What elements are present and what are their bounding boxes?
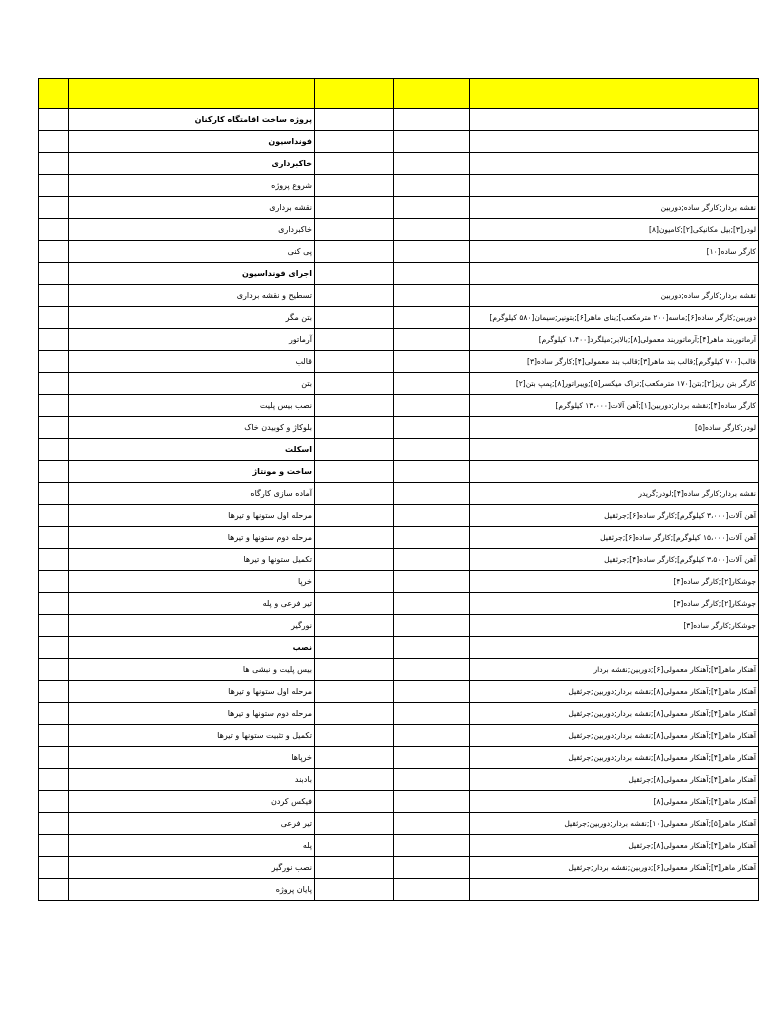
task-name-cell[interactable]: نصب بیس پلیت (69, 395, 315, 417)
table-row (39, 461, 759, 483)
duration-cell[interactable] (315, 131, 394, 153)
id-cell[interactable] (39, 769, 69, 791)
table-row (39, 417, 759, 439)
task-name-cell[interactable]: مرحله دوم ستونها و تیرها (69, 527, 315, 549)
task-name-cell[interactable]: فونداسیون (69, 131, 315, 153)
start-cell[interactable] (394, 835, 470, 857)
duration-cell[interactable] (315, 615, 394, 637)
id-cell[interactable] (39, 725, 69, 747)
resource-names-cell[interactable]: لودر;کارگر ساده[۵] (470, 417, 759, 439)
task-name-cell[interactable]: بلوکاژ و کوبیدن خاک (69, 417, 315, 439)
table-row (39, 175, 759, 197)
resource-names-cell[interactable] (470, 879, 759, 901)
resource-names-cell[interactable]: آهنکار ماهر[۴];آهنکار معمولی[۸];نقشه بردار;دوربین;جرثقیل (470, 703, 759, 725)
start-cell[interactable] (394, 373, 470, 395)
table-row (39, 395, 759, 417)
task-name-cell[interactable]: بتن (69, 373, 315, 395)
id-cell[interactable] (39, 417, 69, 439)
id-cell[interactable] (39, 395, 69, 417)
start-cell[interactable] (394, 681, 470, 703)
resource-names-cell[interactable]: کارگر ساده[۴];نقشه بردار;دوربین[۱];آهن آلات[۱۳،۰۰۰ کیلوگرم] (470, 395, 759, 417)
table-row (39, 725, 759, 747)
resource-names-cell[interactable] (470, 439, 759, 461)
id-cell[interactable] (39, 285, 69, 307)
duration-cell[interactable] (315, 747, 394, 769)
task-name-cell[interactable]: تکمیل ستونها و تیرها (69, 549, 315, 571)
id-cell[interactable] (39, 219, 69, 241)
header-cell-duration[interactable] (315, 79, 394, 109)
duration-cell[interactable] (315, 857, 394, 879)
start-cell[interactable] (394, 505, 470, 527)
task-name-cell[interactable]: خاکبرداری (69, 219, 315, 241)
resource-names-cell[interactable]: جوشکار[۲];کارگر ساده[۳] (470, 593, 759, 615)
duration-cell[interactable] (315, 395, 394, 417)
header-cell-id[interactable] (39, 79, 69, 109)
duration-cell[interactable] (315, 549, 394, 571)
table-row (39, 197, 759, 219)
id-cell[interactable] (39, 351, 69, 373)
duration-cell[interactable] (315, 307, 394, 329)
start-cell[interactable] (394, 527, 470, 549)
duration-cell[interactable] (315, 373, 394, 395)
resource-names-cell[interactable]: آهنکار ماهر[۴];آهنکار معمولی[۸] (470, 791, 759, 813)
task-name-cell[interactable]: نصب نورگیر (69, 857, 315, 879)
resource-names-cell[interactable] (470, 637, 759, 659)
table-row (39, 109, 759, 131)
start-cell[interactable] (394, 175, 470, 197)
id-cell[interactable] (39, 703, 69, 725)
table-row (39, 703, 759, 725)
id-cell[interactable] (39, 263, 69, 285)
duration-cell[interactable] (315, 329, 394, 351)
duration-cell[interactable] (315, 153, 394, 175)
duration-cell[interactable] (315, 197, 394, 219)
table-row (39, 879, 759, 901)
duration-cell[interactable] (315, 879, 394, 901)
resource-names-cell[interactable] (470, 109, 759, 131)
resource-names-cell[interactable]: آهنکار ماهر[۳];آهنکار معمولی[۶];دوربین;نقشه بردار (470, 659, 759, 681)
table-row (39, 439, 759, 461)
id-cell[interactable] (39, 461, 69, 483)
task-name-cell[interactable]: شروع پروژه (69, 175, 315, 197)
start-cell[interactable] (394, 615, 470, 637)
table-row (39, 615, 759, 637)
task-name-cell[interactable]: فیکس کردن (69, 791, 315, 813)
resource-names-cell[interactable]: آهنکار ماهر[۵];آهنکار معمولی[۱۰];نقشه بردار;دوربین;جرثقیل (470, 813, 759, 835)
start-cell[interactable] (394, 549, 470, 571)
id-cell[interactable] (39, 175, 69, 197)
schedule-table (38, 78, 759, 901)
id-cell[interactable] (39, 615, 69, 637)
resource-names-cell[interactable]: قالب[۷۰۰ کیلوگرم];قالب بند ماهر[۳];قالب بند معمولی[۴];کارگر ساده[۳] (470, 351, 759, 373)
resource-names-cell[interactable]: لودر[۳];بیل مکانیکی[۲];کامیون[۸] (470, 219, 759, 241)
resource-names-cell[interactable] (470, 263, 759, 285)
duration-cell[interactable] (315, 791, 394, 813)
id-cell[interactable] (39, 241, 69, 263)
task-name-cell[interactable]: تیر فرعی و پله (69, 593, 315, 615)
start-cell[interactable] (394, 131, 470, 153)
table-row (39, 637, 759, 659)
resource-names-cell[interactable]: نقشه بردار;کارگر ساده[۴];لودر;گریدر (470, 483, 759, 505)
table-row (39, 857, 759, 879)
task-name-cell[interactable]: اجرای فونداسیون (69, 263, 315, 285)
resource-names-cell[interactable]: آهن آلات[۱۵،۰۰۰ کیلوگرم];کارگر ساده[۶];جرثقیل (470, 527, 759, 549)
id-cell[interactable] (39, 857, 69, 879)
duration-cell[interactable] (315, 483, 394, 505)
id-cell[interactable] (39, 659, 69, 681)
start-cell[interactable] (394, 813, 470, 835)
id-cell[interactable] (39, 109, 69, 131)
start-cell[interactable] (394, 879, 470, 901)
resource-names-cell[interactable]: نقشه بردار;کارگر ساده;دوربین (470, 285, 759, 307)
task-name-cell[interactable]: پی کنی (69, 241, 315, 263)
start-cell[interactable] (394, 483, 470, 505)
start-cell[interactable] (394, 659, 470, 681)
table-row (39, 549, 759, 571)
start-cell[interactable] (394, 725, 470, 747)
table-row (39, 835, 759, 857)
table-row (39, 219, 759, 241)
duration-cell[interactable] (315, 175, 394, 197)
duration-cell[interactable] (315, 109, 394, 131)
table-row (39, 307, 759, 329)
task-name-cell[interactable]: مرحله اول ستونها و تیرها (69, 681, 315, 703)
id-cell[interactable] (39, 505, 69, 527)
start-cell[interactable] (394, 747, 470, 769)
start-cell[interactable] (394, 769, 470, 791)
resource-names-cell[interactable]: کارگر ساده[۱۰] (470, 241, 759, 263)
table-row (39, 329, 759, 351)
task-name-cell[interactable]: خاکبرداری (69, 153, 315, 175)
table-row (39, 241, 759, 263)
id-cell[interactable] (39, 373, 69, 395)
id-cell[interactable] (39, 571, 69, 593)
header-cell-name[interactable] (69, 79, 315, 109)
task-name-cell[interactable]: مرحله اول ستونها و تیرها (69, 505, 315, 527)
start-cell[interactable] (394, 439, 470, 461)
table-row (39, 527, 759, 549)
id-cell[interactable] (39, 747, 69, 769)
table-row (39, 263, 759, 285)
task-name-cell[interactable]: پله (69, 835, 315, 857)
resource-names-cell[interactable] (470, 461, 759, 483)
table-row (39, 351, 759, 373)
resource-names-cell[interactable] (470, 131, 759, 153)
task-name-cell[interactable]: بیس پلیت و نبشی ها (69, 659, 315, 681)
header-row (39, 79, 759, 109)
start-cell[interactable] (394, 263, 470, 285)
table-row (39, 285, 759, 307)
table-row (39, 373, 759, 395)
id-cell[interactable] (39, 791, 69, 813)
task-name-cell[interactable]: پروژه ساخت اقامتگاه کارکنان (69, 109, 315, 131)
id-cell[interactable] (39, 131, 69, 153)
table-row (39, 131, 759, 153)
duration-cell[interactable] (315, 769, 394, 791)
duration-cell[interactable] (315, 725, 394, 747)
resource-names-cell[interactable] (470, 153, 759, 175)
resource-names-cell[interactable]: آهنکار ماهر[۳];آهنکار معمولی[۶];دوربین;نقشه بردار;جرثقیل (470, 857, 759, 879)
resource-names-cell[interactable]: آهنکار ماهر[۴];آهنکار معمولی[۸];نقشه بردار;دوربین;جرثقیل (470, 725, 759, 747)
id-cell[interactable] (39, 835, 69, 857)
task-name-cell[interactable]: اسکلت (69, 439, 315, 461)
id-cell[interactable] (39, 593, 69, 615)
resource-names-cell[interactable]: آهنکار ماهر[۴];آهنکار معمولی[۸];جرثقیل (470, 769, 759, 791)
duration-cell[interactable] (315, 241, 394, 263)
task-name-cell[interactable]: آرماتور (69, 329, 315, 351)
id-cell[interactable] (39, 637, 69, 659)
start-cell[interactable] (394, 461, 470, 483)
start-cell[interactable] (394, 593, 470, 615)
duration-cell[interactable] (315, 351, 394, 373)
duration-cell[interactable] (315, 681, 394, 703)
table-row (39, 769, 759, 791)
task-name-cell[interactable]: تسطیح و نقشه برداری (69, 285, 315, 307)
resource-names-cell[interactable] (470, 175, 759, 197)
duration-cell[interactable] (315, 703, 394, 725)
task-name-cell[interactable]: نورگیر (69, 615, 315, 637)
id-cell[interactable] (39, 153, 69, 175)
id-cell[interactable] (39, 439, 69, 461)
resource-names-cell[interactable]: آهن آلات[۳،۵۰۰ کیلوگرم];کارگر ساده[۴];جرثقیل (470, 549, 759, 571)
start-cell[interactable] (394, 395, 470, 417)
start-cell[interactable] (394, 703, 470, 725)
start-cell[interactable] (394, 307, 470, 329)
start-cell[interactable] (394, 571, 470, 593)
duration-cell[interactable] (315, 263, 394, 285)
task-name-cell[interactable]: تکمیل و تثبیت ستونها و تیرها (69, 725, 315, 747)
resource-names-cell[interactable]: آرماتوربند ماهر[۴];آرماتوربند معمولی[۸];بالابر;میلگرد[۱،۴۰۰ کیلوگرم] (470, 329, 759, 351)
start-cell[interactable] (394, 197, 470, 219)
resource-names-cell[interactable]: دوربین;کارگر ساده[۶];ماسه[۲۰۰ مترمکعب];بنای ماهر[۶];بتونیر;سیمان[۵۸۰ کیلوگرم] (470, 307, 759, 329)
header-cell-start[interactable] (394, 79, 470, 109)
table-row (39, 747, 759, 769)
duration-cell[interactable] (315, 219, 394, 241)
duration-cell[interactable] (315, 637, 394, 659)
duration-cell[interactable] (315, 835, 394, 857)
duration-cell[interactable] (315, 505, 394, 527)
table-row (39, 571, 759, 593)
id-cell[interactable] (39, 527, 69, 549)
resource-names-cell[interactable]: جوشکار;کارگر ساده[۳] (470, 615, 759, 637)
duration-cell[interactable] (315, 593, 394, 615)
task-name-cell[interactable]: قالب (69, 351, 315, 373)
task-name-cell[interactable]: مرحله دوم ستونها و تیرها (69, 703, 315, 725)
table-row (39, 153, 759, 175)
resource-names-cell[interactable]: آهنکار ماهر[۴];آهنکار معمولی[۸];نقشه بردار;دوربین;جرثقیل (470, 747, 759, 769)
resource-names-cell[interactable]: آهن آلات[۳،۰۰۰ کیلوگرم];کارگر ساده[۶];جرثقیل (470, 505, 759, 527)
id-cell[interactable] (39, 329, 69, 351)
duration-cell[interactable] (315, 813, 394, 835)
header-cell-resources[interactable] (470, 79, 759, 109)
task-name-cell[interactable]: بادبند (69, 769, 315, 791)
duration-cell[interactable] (315, 439, 394, 461)
duration-cell[interactable] (315, 571, 394, 593)
resource-names-cell[interactable]: کارگر بتن ریز[۲];بتن[۱۷۰ مترمکعب];تراک میکسر[۵];ویبراتور[۸];پمپ بتن[۲] (470, 373, 759, 395)
task-name-cell[interactable]: تیر فرعی (69, 813, 315, 835)
id-cell[interactable] (39, 813, 69, 835)
task-name-cell[interactable]: بتن مگر (69, 307, 315, 329)
resource-names-cell[interactable]: آهنکار ماهر[۴];آهنکار معمولی[۸];نقشه بردار;دوربین;جرثقیل (470, 681, 759, 703)
id-cell[interactable] (39, 549, 69, 571)
start-cell[interactable] (394, 153, 470, 175)
resource-names-cell[interactable]: نقشه بردار;کارگر ساده;دوربین (470, 197, 759, 219)
task-name-cell[interactable]: خرپا (69, 571, 315, 593)
id-cell[interactable] (39, 879, 69, 901)
task-name-cell[interactable]: نصب (69, 637, 315, 659)
start-cell[interactable] (394, 285, 470, 307)
duration-cell[interactable] (315, 417, 394, 439)
id-cell[interactable] (39, 681, 69, 703)
id-cell[interactable] (39, 483, 69, 505)
task-name-cell[interactable]: آماده سازی کارگاه (69, 483, 315, 505)
start-cell[interactable] (394, 219, 470, 241)
resource-names-cell[interactable]: جوشکار[۲];کارگر ساده[۴] (470, 571, 759, 593)
task-name-cell[interactable]: پایان پروژه (69, 879, 315, 901)
task-name-cell[interactable]: ساخت و مونتاژ (69, 461, 315, 483)
start-cell[interactable] (394, 637, 470, 659)
table-row (39, 659, 759, 681)
duration-cell[interactable] (315, 461, 394, 483)
duration-cell[interactable] (315, 527, 394, 549)
table-row (39, 505, 759, 527)
start-cell[interactable] (394, 329, 470, 351)
start-cell[interactable] (394, 857, 470, 879)
duration-cell[interactable] (315, 285, 394, 307)
table-row (39, 681, 759, 703)
task-name-cell[interactable]: نقشه برداری (69, 197, 315, 219)
id-cell[interactable] (39, 197, 69, 219)
task-name-cell[interactable]: خرپاها (69, 747, 315, 769)
table-row (39, 791, 759, 813)
start-cell[interactable] (394, 791, 470, 813)
duration-cell[interactable] (315, 659, 394, 681)
resource-names-cell[interactable]: آهنکار ماهر[۴];آهنکار معمولی[۸];جرثقیل (470, 835, 759, 857)
table-row (39, 593, 759, 615)
start-cell[interactable] (394, 241, 470, 263)
id-cell[interactable] (39, 307, 69, 329)
start-cell[interactable] (394, 417, 470, 439)
start-cell[interactable] (394, 109, 470, 131)
table-row (39, 813, 759, 835)
table-row (39, 483, 759, 505)
start-cell[interactable] (394, 351, 470, 373)
